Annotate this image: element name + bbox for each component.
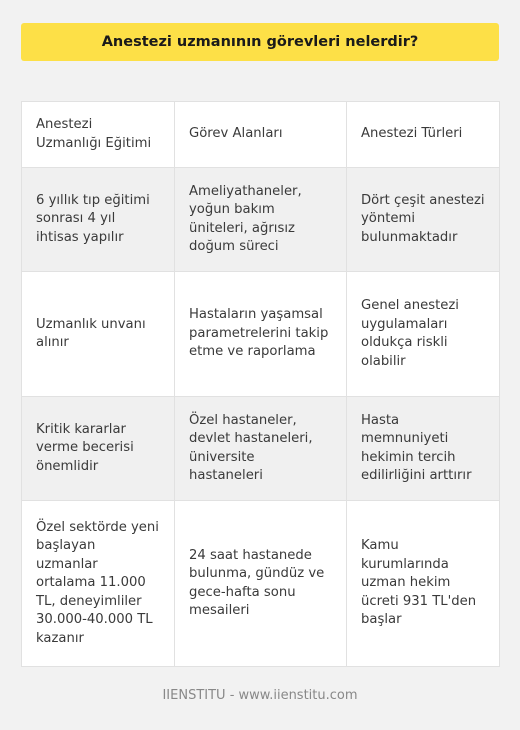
- page-title: Anestezi uzmanının görevleri nelerdir?: [101, 34, 419, 50]
- table-row: [22, 397, 500, 501]
- column-header: Anestezi Türleri: [347, 102, 500, 168]
- table-cell: Kamu kurumlarında uzman hekim ücreti 931 TL'den başlar: [347, 501, 500, 667]
- table-cell: Uzmanlık unvanı alınır: [22, 272, 175, 397]
- table-cell: Ameliyathaneler, yoğun bakım üniteleri, ağrısız doğum süreci: [175, 168, 347, 272]
- column-header: Anestezi Uzmanlığı Eğitimi: [22, 102, 175, 168]
- table-cell: Genel anestezi uygulamaları oldukça riskli olabilir: [347, 272, 500, 397]
- footer-credit: IIENSTITU - www.iienstitu.com: [162, 688, 358, 703]
- table-cell: Özel sektörde yeni başlayan uzmanlar ortalama 11.000 TL, deneyimliler 30.000-40.000 TL kazanır: [22, 501, 175, 667]
- info-table: [21, 101, 500, 667]
- table-cell: Hasta memnuniyeti hekimin tercih edilirliğini arttırır: [347, 397, 500, 501]
- table-row: [22, 168, 500, 272]
- title-banner: [21, 23, 499, 61]
- column-header: Görev Alanları: [175, 102, 347, 168]
- table-cell: 6 yıllık tıp eğitimi sonrası 4 yıl ihtisas yapılır: [22, 168, 175, 272]
- table-cell: Özel hastaneler, devlet hastaneleri, üniversite hastaneleri: [175, 397, 347, 501]
- table-cell: Kritik kararlar verme becerisi önemlidir: [22, 397, 175, 501]
- table-cell: Hastaların yaşamsal parametrelerini takip etme ve raporlama: [175, 272, 347, 397]
- table-cell: Dört çeşit anestezi yöntemi bulunmaktadır: [347, 168, 500, 272]
- table-row: [22, 501, 500, 667]
- table-row: [22, 272, 500, 397]
- table-cell: 24 saat hastanede bulunma, gündüz ve gece-hafta sonu mesaileri: [175, 501, 347, 667]
- table-header-row: [22, 102, 500, 168]
